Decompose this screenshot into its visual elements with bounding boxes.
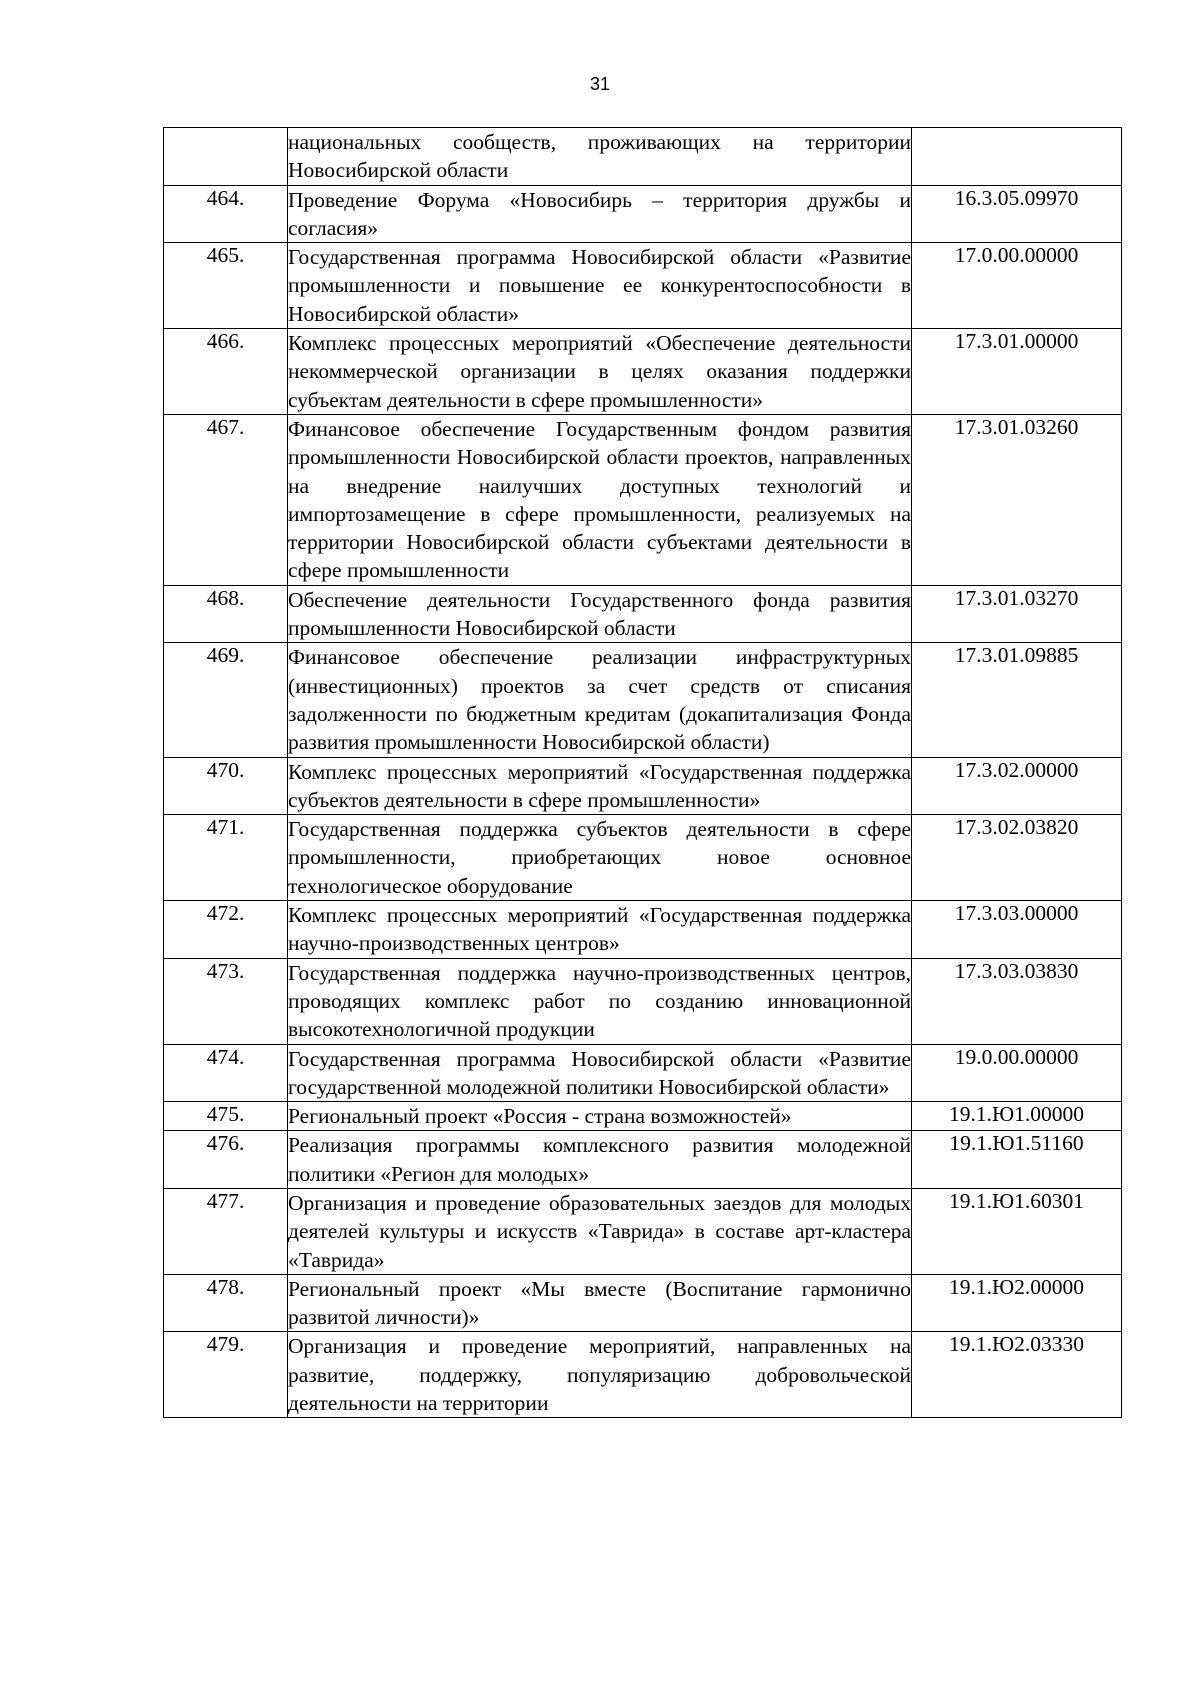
- page-number: 31: [589, 74, 611, 94]
- row-code-cell: 19.0.00.00000: [912, 1044, 1122, 1102]
- row-name-cell: Организация и проведение мероприятий, направленных на развитие, поддержку, популяризацию добровольческой деятельности на территории: [288, 1332, 912, 1418]
- table-row: [164, 128, 1122, 186]
- row-code-cell: 19.1.Ю2.03330: [912, 1332, 1122, 1418]
- row-name-cell: Государственная программа Новосибирской области «Развитие промышленности и повышение ее конкурентоспособности в Новосибирской области»: [288, 243, 912, 329]
- row-number-cell: 477.: [164, 1188, 288, 1274]
- row-number-cell: 466.: [164, 329, 288, 415]
- row-code-cell: 17.3.03.00000: [912, 901, 1122, 959]
- row-number-cell: 478.: [164, 1274, 288, 1332]
- row-code-cell: 16.3.05.09970: [912, 185, 1122, 243]
- row-name-cell: Комплекс процессных мероприятий «Государственная поддержка субъектов деятельности в сфере промышленности»: [288, 757, 912, 815]
- row-name-cell: Финансовое обеспечение реализации инфраструктурных (инвестиционных) проектов за счет средств от списания задолженности по бюджетным кредитам (докапитализация Фонда развития промышленности Новосибирской области): [288, 643, 912, 757]
- row-number-cell: 465.: [164, 243, 288, 329]
- row-name-cell: Региональный проект «Россия - страна возможностей»: [288, 1102, 912, 1131]
- row-code-cell: [912, 128, 1122, 186]
- table-row: [164, 185, 1122, 243]
- row-name-cell: Проведение Форума «Новосибирь – территория дружбы и согласия»: [288, 185, 912, 243]
- table-row: [164, 1332, 1122, 1418]
- table-row: [164, 815, 1122, 901]
- table-row: [164, 414, 1122, 585]
- row-number-cell: 471.: [164, 815, 288, 901]
- row-number-cell: 470.: [164, 757, 288, 815]
- row-name-cell: Комплекс процессных мероприятий «Обеспечение деятельности некоммерческой организации в целях оказания поддержки субъектам деятельности в сфере промышленности»: [288, 329, 912, 415]
- row-code-cell: 19.1.Ю1.51160: [912, 1131, 1122, 1189]
- row-name-cell: Государственная поддержка субъектов деятельности в сфере промышленности, приобретающих новое основное технологическое оборудование: [288, 815, 912, 901]
- row-code-cell: 17.3.03.03830: [912, 958, 1122, 1044]
- row-code-cell: 17.3.01.03270: [912, 585, 1122, 643]
- row-number-cell: 476.: [164, 1131, 288, 1189]
- row-name-cell: Обеспечение деятельности Государственного фонда развития промышленности Новосибирской области: [288, 585, 912, 643]
- table-row: [164, 1044, 1122, 1102]
- row-code-cell: 17.3.01.03260: [912, 414, 1122, 585]
- row-number-cell: 468.: [164, 585, 288, 643]
- row-code-cell: 19.1.Ю1.00000: [912, 1102, 1122, 1131]
- row-number-cell: [164, 128, 288, 186]
- table-row: [164, 901, 1122, 959]
- row-number-cell: 473.: [164, 958, 288, 1044]
- table-row: [164, 958, 1122, 1044]
- row-code-cell: 17.3.02.03820: [912, 815, 1122, 901]
- row-name-cell: Региональный проект «Мы вместе (Воспитание гармонично развитой личности)»: [288, 1274, 912, 1332]
- table-row: [164, 1102, 1122, 1131]
- row-code-cell: 19.1.Ю1.60301: [912, 1188, 1122, 1274]
- table-body: [164, 128, 1122, 1418]
- table-row: [164, 1188, 1122, 1274]
- row-code-cell: 17.3.02.00000: [912, 757, 1122, 815]
- row-number-cell: 479.: [164, 1332, 288, 1418]
- row-code-cell: 17.3.01.09885: [912, 643, 1122, 757]
- row-name-cell: Комплекс процессных мероприятий «Государственная поддержка научно-производственных центров»: [288, 901, 912, 959]
- row-name-cell: Реализация программы комплексного развития молодежной политики «Регион для молодых»: [288, 1131, 912, 1189]
- row-number-cell: 469.: [164, 643, 288, 757]
- table-row: [164, 243, 1122, 329]
- budget-classification-table: [163, 127, 1122, 1418]
- table-row: [164, 329, 1122, 415]
- table-row: [164, 757, 1122, 815]
- row-name-cell: Государственная поддержка научно-производственных центров, проводящих комплекс работ по созданию инновационной высокотехнологичной продукции: [288, 958, 912, 1044]
- row-number-cell: 474.: [164, 1044, 288, 1102]
- row-number-cell: 472.: [164, 901, 288, 959]
- row-name-cell: национальных сообществ, проживающих на территории Новосибирской области: [288, 128, 912, 186]
- row-name-cell: Финансовое обеспечение Государственным фондом развития промышленности Новосибирской области проектов, направленных на внедрение наилучших доступных технологий и импортозамещение в сфере промышленности, реализуемых на территории Новосибирской области субъектами деятельности в сфере промышленности: [288, 414, 912, 585]
- table-row: [164, 643, 1122, 757]
- row-code-cell: 17.3.01.00000: [912, 329, 1122, 415]
- row-code-cell: 19.1.Ю2.00000: [912, 1274, 1122, 1332]
- table-row: [164, 585, 1122, 643]
- row-number-cell: 475.: [164, 1102, 288, 1131]
- row-name-cell: Государственная программа Новосибирской области «Развитие государственной молодежной политики Новосибирской области»: [288, 1044, 912, 1102]
- table-row: [164, 1131, 1122, 1189]
- row-number-cell: 467.: [164, 414, 288, 585]
- table-row: [164, 1274, 1122, 1332]
- row-code-cell: 17.0.00.00000: [912, 243, 1122, 329]
- row-name-cell: Организация и проведение образовательных заездов для молодых деятелей культуры и искусств «Таврида» в составе арт-кластера «Таврида»: [288, 1188, 912, 1274]
- row-number-cell: 464.: [164, 185, 288, 243]
